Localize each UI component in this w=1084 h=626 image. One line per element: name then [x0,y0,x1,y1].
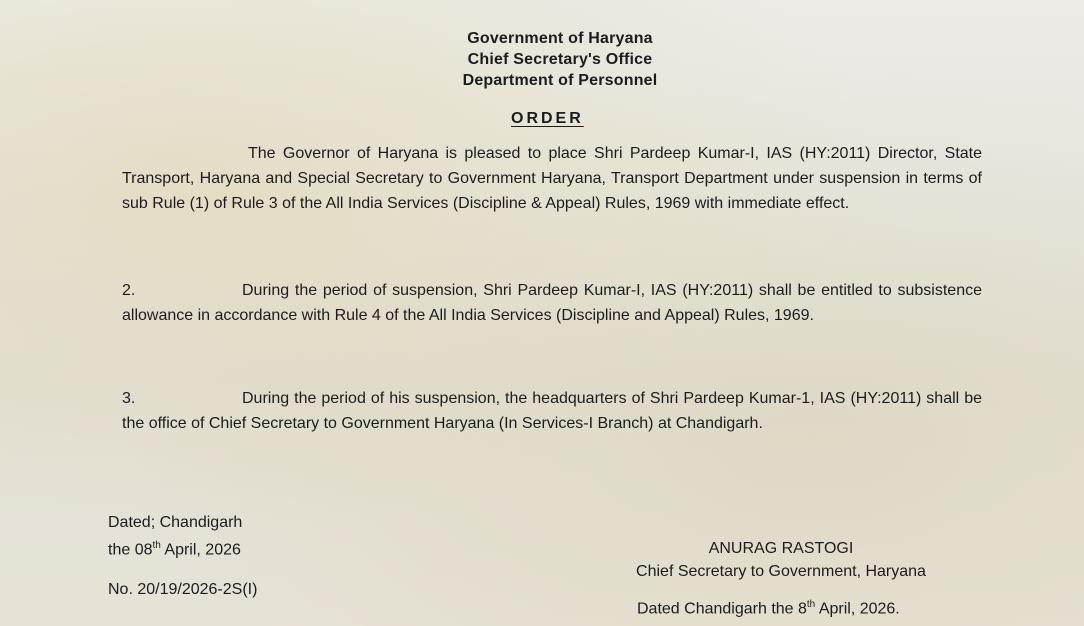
order-number: No. 20/19/2026-2S(I) [108,581,258,598]
paragraph-2-number: 2. [122,282,136,299]
paragraph-1 [122,141,982,216]
paragraph-2 [122,278,982,328]
dated-place: Dated; Chandigarh [108,514,243,531]
paragraph-3-text: During the period of his suspension, the headquarters of Shri Pardeep Kumar-1, IAS (HY:2011) shall be the office of Chief Secretary to Government Haryana (In Services-I Branch) at Chandigarh. [122,390,982,432]
paragraph-3-number: 3. [122,390,136,407]
dated-date-prefix: the 08 [108,541,153,559]
dated-date-suffix-sup: th [152,540,161,551]
paragraph-3 [122,386,982,436]
paragraph-2-text: During the period of suspension, Shri Pardeep Kumar-I, IAS (HY:2011) shall be entitled to subsistence allowance in accordance with Rule 4 of the All India Services (Discipline and Appeal) Rules, 1969. [122,282,982,324]
paragraph-1-text: The Governor of Haryana is pleased to place Shri Pardeep Kumar-I, IAS (HY:2011) Director, State Transport, Haryana and Special Secretary to Government Haryana, Transport Department under suspension in terms of sub Rule (1) of Rule 3 of the All India Services (Discipline & Appeal) Rules, 1969 with immediate effect. [122,145,982,212]
signatory-title: Chief Secretary to Government, Haryana [636,563,926,580]
signatory-name: ANURAG RASTOGI [708,540,854,557]
dated-date [108,535,241,561]
endorsement-date-rest: April, 2026. [815,600,900,618]
header-government: Government of Haryana [467,30,653,47]
header-office: Chief Secretary's Office [467,51,653,68]
dated-date-rest: April, 2026 [160,541,241,559]
endorsement-date-sup: th [806,599,816,610]
signatory-block [606,537,956,583]
order-title: ORDER [511,110,584,127]
header-department: Department of Personnel [462,72,658,89]
endorsement-date [637,599,900,618]
letterhead [0,28,1084,91]
endorsement-date-prefix: Dated Chandigarh the 8 [637,600,807,618]
